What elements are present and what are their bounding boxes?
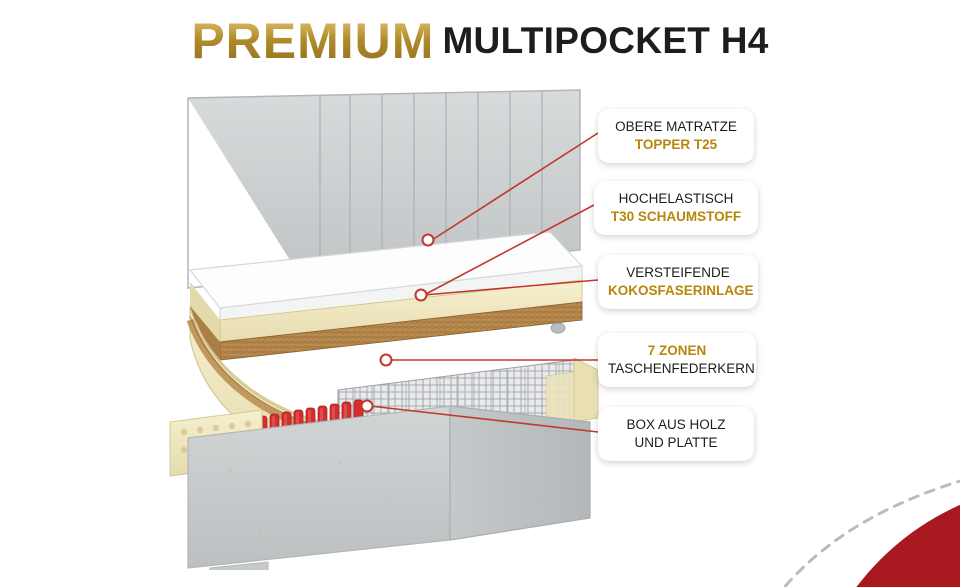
callout-versteifende-kokosfaserinlage[interactable]: [598, 255, 758, 309]
callout-obere-matratze[interactable]: [598, 109, 754, 163]
decorative-red-swoosh-bottom-left: [0, 527, 110, 587]
drawer-handle: [551, 323, 565, 333]
callout-line-1: VERSTEIFENDE: [626, 265, 730, 280]
callout-line-2: TOPPER T25: [634, 136, 718, 152]
callout-hochelastisch[interactable]: [594, 181, 758, 235]
title-model: MULTIPOCKET H4: [442, 20, 769, 61]
callout-line-1: BOX AUS HOLZ: [626, 417, 726, 432]
callout-line-2: T30 SCHAUMSTOFF: [610, 208, 742, 224]
wooden-box-base: [188, 406, 590, 570]
callout-line-1: HOCHELASTISCH: [618, 191, 734, 206]
callout-7-zonen-taschenfederkern[interactable]: [598, 333, 756, 387]
callout-line-2: UND PLATTE: [634, 434, 718, 450]
callout-line-1: OBERE MATRATZE: [615, 119, 737, 134]
callout-box-aus-holz-und-platte[interactable]: [598, 407, 754, 461]
callout-line-2: TASCHENFEDERKERN: [608, 360, 755, 376]
callout-line-1: 7 ZONEN: [647, 343, 707, 358]
boxspring-bed-cutaway-illustration: [150, 70, 620, 570]
callout-line-2: KOKOSFASERINLAGE: [608, 282, 754, 298]
page-title: [0, 12, 960, 70]
title-brand: PREMIUM: [191, 13, 435, 69]
